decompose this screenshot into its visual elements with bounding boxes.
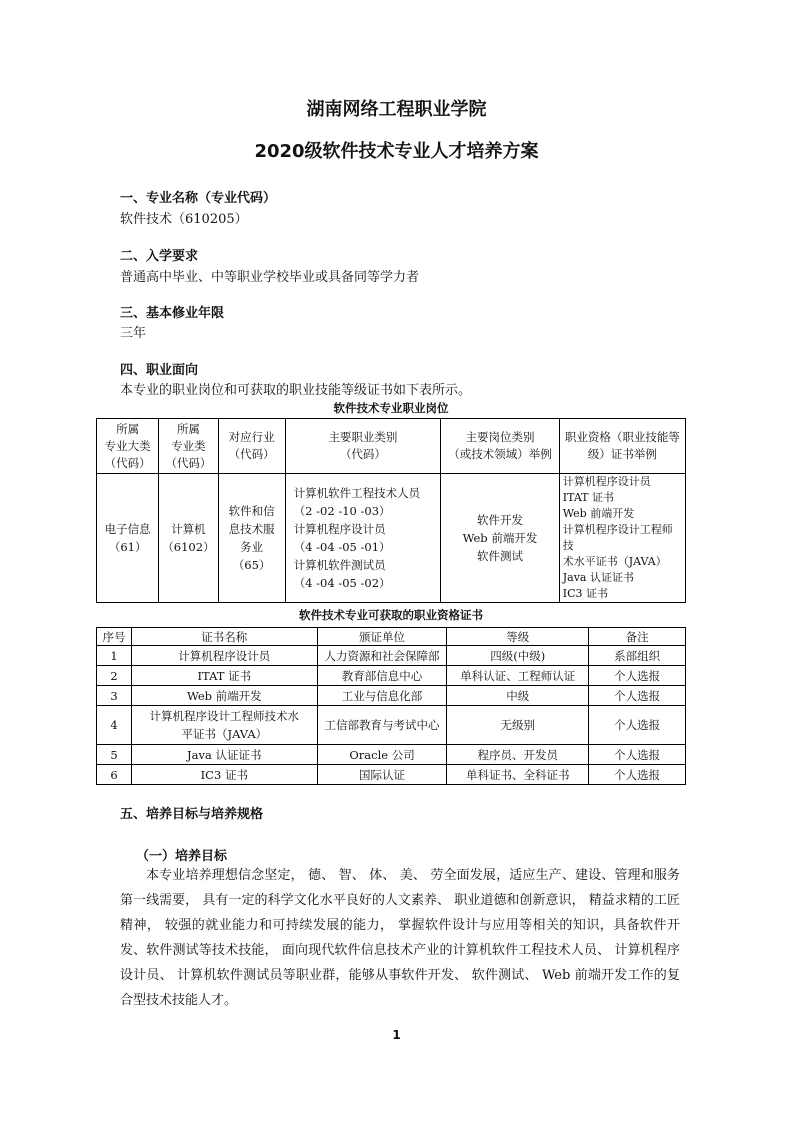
cell-name: 计算机程序设计员 (131, 646, 317, 666)
subsection-heading-goals: （一）培养目标 (136, 849, 228, 864)
cell-note: 系部组织 (589, 646, 686, 666)
cell-level: 单科认证、工程师认证 (447, 666, 589, 686)
section-heading-duration: 三、基本修业年限 (120, 306, 225, 321)
section-heading-admission: 二、入学要求 (120, 249, 199, 264)
header-level: 等级 (447, 628, 589, 646)
cell-no: 1 (97, 646, 132, 666)
header-certificate: 职业资格（职业技能等 级）证书举例 (559, 419, 685, 474)
jobs-table-caption: 软件技术专业职业岗位 (333, 401, 449, 415)
table-row (97, 666, 686, 686)
cell-name: Java 认证证书 (131, 745, 317, 765)
section-heading-major: 一、专业名称（专业代码） (120, 191, 277, 206)
table-row (97, 765, 686, 785)
table-row (97, 686, 686, 706)
header-major-category: 所属 专业大类 （代码） (97, 419, 159, 474)
cell-note: 个人选报 (589, 706, 686, 745)
cell-position: 软件开发 Web 前端开发 软件测试 (441, 474, 560, 603)
plan-title: 2020级软件技术专业人才培养方案 (254, 141, 539, 162)
cell-occupation: 计算机软件工程技术人员 （2 -02 -10 -03） 计算机程序设计员 （4 -04 -05 -01） 计算机软件测试员 （4 -04 -05 -02） (285, 474, 441, 603)
header-position: 主要岗位类别 （或技术领域）举例 (441, 419, 560, 474)
section-heading-goals: 五、培养目标与培养规格 (120, 807, 264, 822)
cell-level: 无级别 (447, 706, 589, 745)
cert-table-caption: 软件技术专业可获取的职业资格证书 (299, 608, 483, 622)
cell-issuer: 人力资源和社会保障部 (317, 646, 447, 666)
table-row (97, 706, 686, 745)
table-row (97, 745, 686, 765)
header-issuer: 颁证单位 (317, 628, 447, 646)
section-text-admission: 普通高中毕业、中等职业学校毕业或具备同等学力者 (120, 270, 420, 285)
cell-issuer: 工信部教育与考试中心 (317, 706, 447, 745)
cell-no: 2 (97, 666, 132, 686)
section-heading-career: 四、职业面向 (120, 363, 199, 378)
cell-name: ITAT 证书 (131, 666, 317, 686)
cell-issuer: 教育部信息中心 (317, 666, 447, 686)
cell-name: 计算机程序设计工程师技术水 平证书（JAVA） (131, 706, 317, 745)
cell-no: 4 (97, 706, 132, 745)
cell-note: 个人选报 (589, 765, 686, 785)
cell-note: 个人选报 (589, 686, 686, 706)
cell-industry: 软件和信 息技术服 务业 （65） (218, 474, 285, 603)
cell-issuer: 工业与信息化部 (317, 686, 447, 706)
cell-level: 单科证书、全科证书 (447, 765, 589, 785)
cell-no: 5 (97, 745, 132, 765)
cell-level: 程序员、开发员 (447, 745, 589, 765)
section-text-major: 软件技术（610205） (120, 212, 248, 227)
cell-no: 6 (97, 765, 132, 785)
cell-issuer: 国际认证 (317, 765, 447, 785)
cell-no: 3 (97, 686, 132, 706)
cell-major-category: 电子信息 （61） (97, 474, 159, 603)
cell-name: IC3 证书 (131, 765, 317, 785)
header-sub-category: 所属 专业类 （代码） (159, 419, 218, 474)
header-note: 备注 (589, 628, 686, 646)
section-text-duration: 三年 (120, 326, 147, 341)
jobs-table (96, 418, 686, 603)
cell-note: 个人选报 (589, 666, 686, 686)
school-title: 湖南网络工程职业学院 (306, 99, 487, 120)
jobs-table-row (97, 474, 686, 603)
cell-certificate: 计算机程序设计员 ITAT 证书 Web 前端开发 计算机程序设计工程师技 术水平证书（JAVA） Java 认证证书 IC3 证书 (559, 474, 685, 603)
cell-note: 个人选报 (589, 745, 686, 765)
jobs-table-header-row (97, 419, 686, 474)
goals-paragraph: 本专业培养理想信念坚定， 德、 智、 体、 美、 劳全面发展，适应生产、建设、管理和服务第一线需要， 具有一定的科学文化水平良好的人文素养、 职业道德和创新意识， 精益求精的工匠精神， 较强的就业能力和可持续发展的能力， 掌握软件设计与应用等相关的知识，具备软件开发、软件测试等技术技能， 面向现代软件信息技术产业的计算机软件工程技术人员、 计算机程序设计员、 计算机软件测试员等职业群，能够从事软件开发、 软件测试、 Web 前端开发工作的复合型技术技能人才。 (120, 868, 680, 1008)
cell-level: 中级 (447, 686, 589, 706)
header-no: 序号 (97, 628, 132, 646)
header-name: 证书名称 (131, 628, 317, 646)
cert-table-header-row (97, 628, 686, 646)
cert-table (96, 627, 686, 785)
cell-sub-category: 计算机 （6102） (159, 474, 218, 603)
cell-level: 四级(中级) (447, 646, 589, 666)
header-occupation: 主要职业类别 （代码） (285, 419, 441, 474)
page-number: 1 (392, 1028, 401, 1042)
cell-name: Web 前端开发 (131, 686, 317, 706)
table-row (97, 646, 686, 666)
section-text-career: 本专业的职业岗位和可获取的职业技能等级证书如下表所示。 (120, 383, 472, 398)
cell-issuer: Oracle 公司 (317, 745, 447, 765)
header-industry: 对应行业 （代码） (218, 419, 285, 474)
